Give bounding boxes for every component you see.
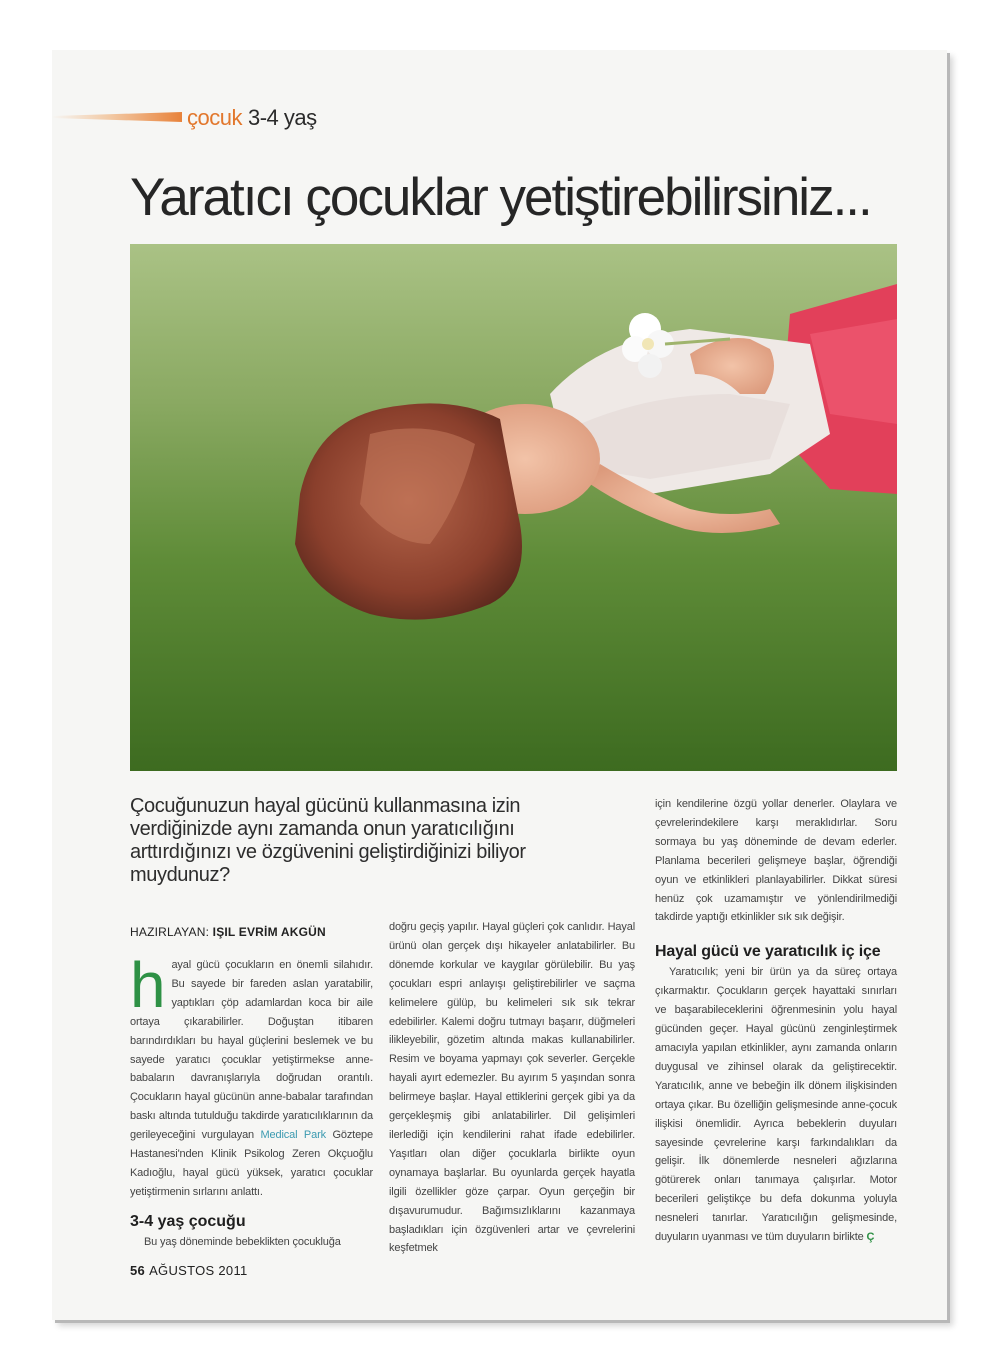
magazine-page xyxy=(52,50,947,1320)
text-column-1 xyxy=(130,949,373,1202)
end-mark-icon: Ç xyxy=(866,1231,875,1244)
byline-author: IŞIL EVRİM AKGÜN xyxy=(212,925,326,939)
issue-date: AĞUSTOS 2011 xyxy=(149,1263,248,1278)
paragraph: için kendilerine özgü yollar denerler. Olaylara ve çevrelerindekilere karşı meraklıdırlar. Soru sormaya bu yaş döneminde de devam ederler. Planlama becerileri gelişmeye başlar, öğrendiği oyun ve etkinlikleri planlayabilirler. Dikkat süresi henüz çok uzamamıştır ve yönlendirilmediği takdirde yaptığı etkinlikler sık sık değişir. xyxy=(655,798,897,924)
text-run: Yaratıcılık; yeni bir ürün ya da süreç ortaya çıkarmaktır. Çocukların gerçek hayattaki sınırları ve başarabileceklerini öğrenmesinin yolu hayal gücünden geçer. Hayal gücünü zenginleştirmek amacıyla yapılan etkinlikler, aynı zamanda onların duygusal ve zihinsel olarak da geliştirecektir. Yaratıcılık, anne ve bebeğin ilk dönem ilişkisinden ortaya çıkar. Bu özelliğin gelişmesinde anne-çocuk ilişkisi önemlidir. Ayrıca bebeklerin duyuları sayesinde çevrelerine karşı farkındalıkları da gelişir. İlk dönemlerde nesneleri ağızlarına götürerek onları tanımaya çalışırlar. Motor becerileri geliştikçe bu defa dokunma yoluyla nesneleri tanırlar. Yaratıcılığın gelişmesinde, duyuların uyanması ve tüm duyuların birlikte xyxy=(655,966,897,1244)
article-headline: Yaratıcı çocuklar yetiştirebilirsiniz... xyxy=(130,168,871,227)
article-photo xyxy=(130,244,897,771)
page-number: 56 xyxy=(130,1263,146,1278)
section-category: çocuk xyxy=(187,105,242,130)
text-column-3 xyxy=(655,795,897,1247)
section-age: 3-4 yaş xyxy=(247,105,317,130)
text-run: Göztepe Hastanesi'nden Klinik Psikolog Zeren Okçuoğlu Kadıoğlu, hayal gücü yüksek, yaratıcı çocuklar yetiştirmenin sırlarını anlattı. xyxy=(130,1129,373,1198)
subheading-age: 3-4 yaş çocuğu xyxy=(130,1213,246,1230)
text-run: ayal gücü çocukların en önemli silahıdır. Bu sayede bir fareden aslan yaratabilir, yaptıkları çöp adamlardan koca bir aile ortaya çıkarabilirler. Doğuştan itibaren barındırdıkları bu hayal güçlerini beslemek ve bu sayede yaratıcı çocuklar yetiştirmekse anne-babaların davranışlarıyla doğrudan orantılı. Çocukların hayal gücünün anne-babalar tarafından baskı altında tutulduğu takdirde yaratıcılıklarının da gerileyeceğini vurgulayan xyxy=(130,959,373,1142)
section-tag xyxy=(187,105,317,131)
text-column-2 xyxy=(389,918,635,1258)
byline xyxy=(130,925,326,939)
paragraph xyxy=(130,949,373,1202)
girl-lying-on-grass-photo xyxy=(130,244,897,771)
highlighted-name: Medical Park xyxy=(260,1129,326,1142)
page-folio xyxy=(130,1263,248,1278)
paragraph: doğru geçiş yapılır. Hayal güçleri çok canlıdır. Hayal ürünü olan gerçek dışı hikayeler anlatabilirler. Bu dönemde korkular ve kaygılar görülebilir. Bu yaş çocukları espri anlayışı geliştirebilirler ve saçma kelimelere gülüp, bu kelimeleri sık sık tekrar edebilirler. Kalemi doğru tutmayı başarır, düğmeleri iliklеyebilir, gözetim altında makas kullanabilirler. Resim ve boyama yapmayı çok severler. Gerçekle hayali ayırt edemezler. Bu ayırım 5 yaşından sonra belirmeye başlar. Hayal ettiklerini gerçek gibi ya da gerçekleşmiş gibi anlatabilirler. Dil gelişimleri ilerlediği için kendilerini rahat ifade edebilirler. Yaşıtları olan diğer çocuklarla birlikte oyun oynamaya başlarlar. Bu oyunlarda gerçek hayatla ilgili özellikler göze çarpar. Oyun gerçeğin bir dışavurumudur. Bağımsızlıklarını kazanmaya başladıkları için özgüvenleri artar ve çevrelerini keşfetmek xyxy=(389,921,635,1255)
subheading-imagination: Hayal gücü ve yaratıcılık iç içe xyxy=(655,943,881,961)
article-intro: Çocuğunuzun hayal gücünü kullanmasına izin verdiğinizde aynı zamanda onun yaratıcılığını arttırdığınızı ve özgüvenini geliştirdiğinizi biliyor muydunuz? xyxy=(130,795,526,886)
section-accent-bar xyxy=(52,112,182,122)
drop-cap: h xyxy=(130,949,166,1021)
text-column-1-continued xyxy=(130,1233,373,1252)
paragraph: Bu yaş döneminde bebeklikten çocukluğa xyxy=(144,1236,341,1248)
byline-label: HAZIRLAYAN: xyxy=(130,925,210,939)
paragraph xyxy=(655,963,897,1247)
